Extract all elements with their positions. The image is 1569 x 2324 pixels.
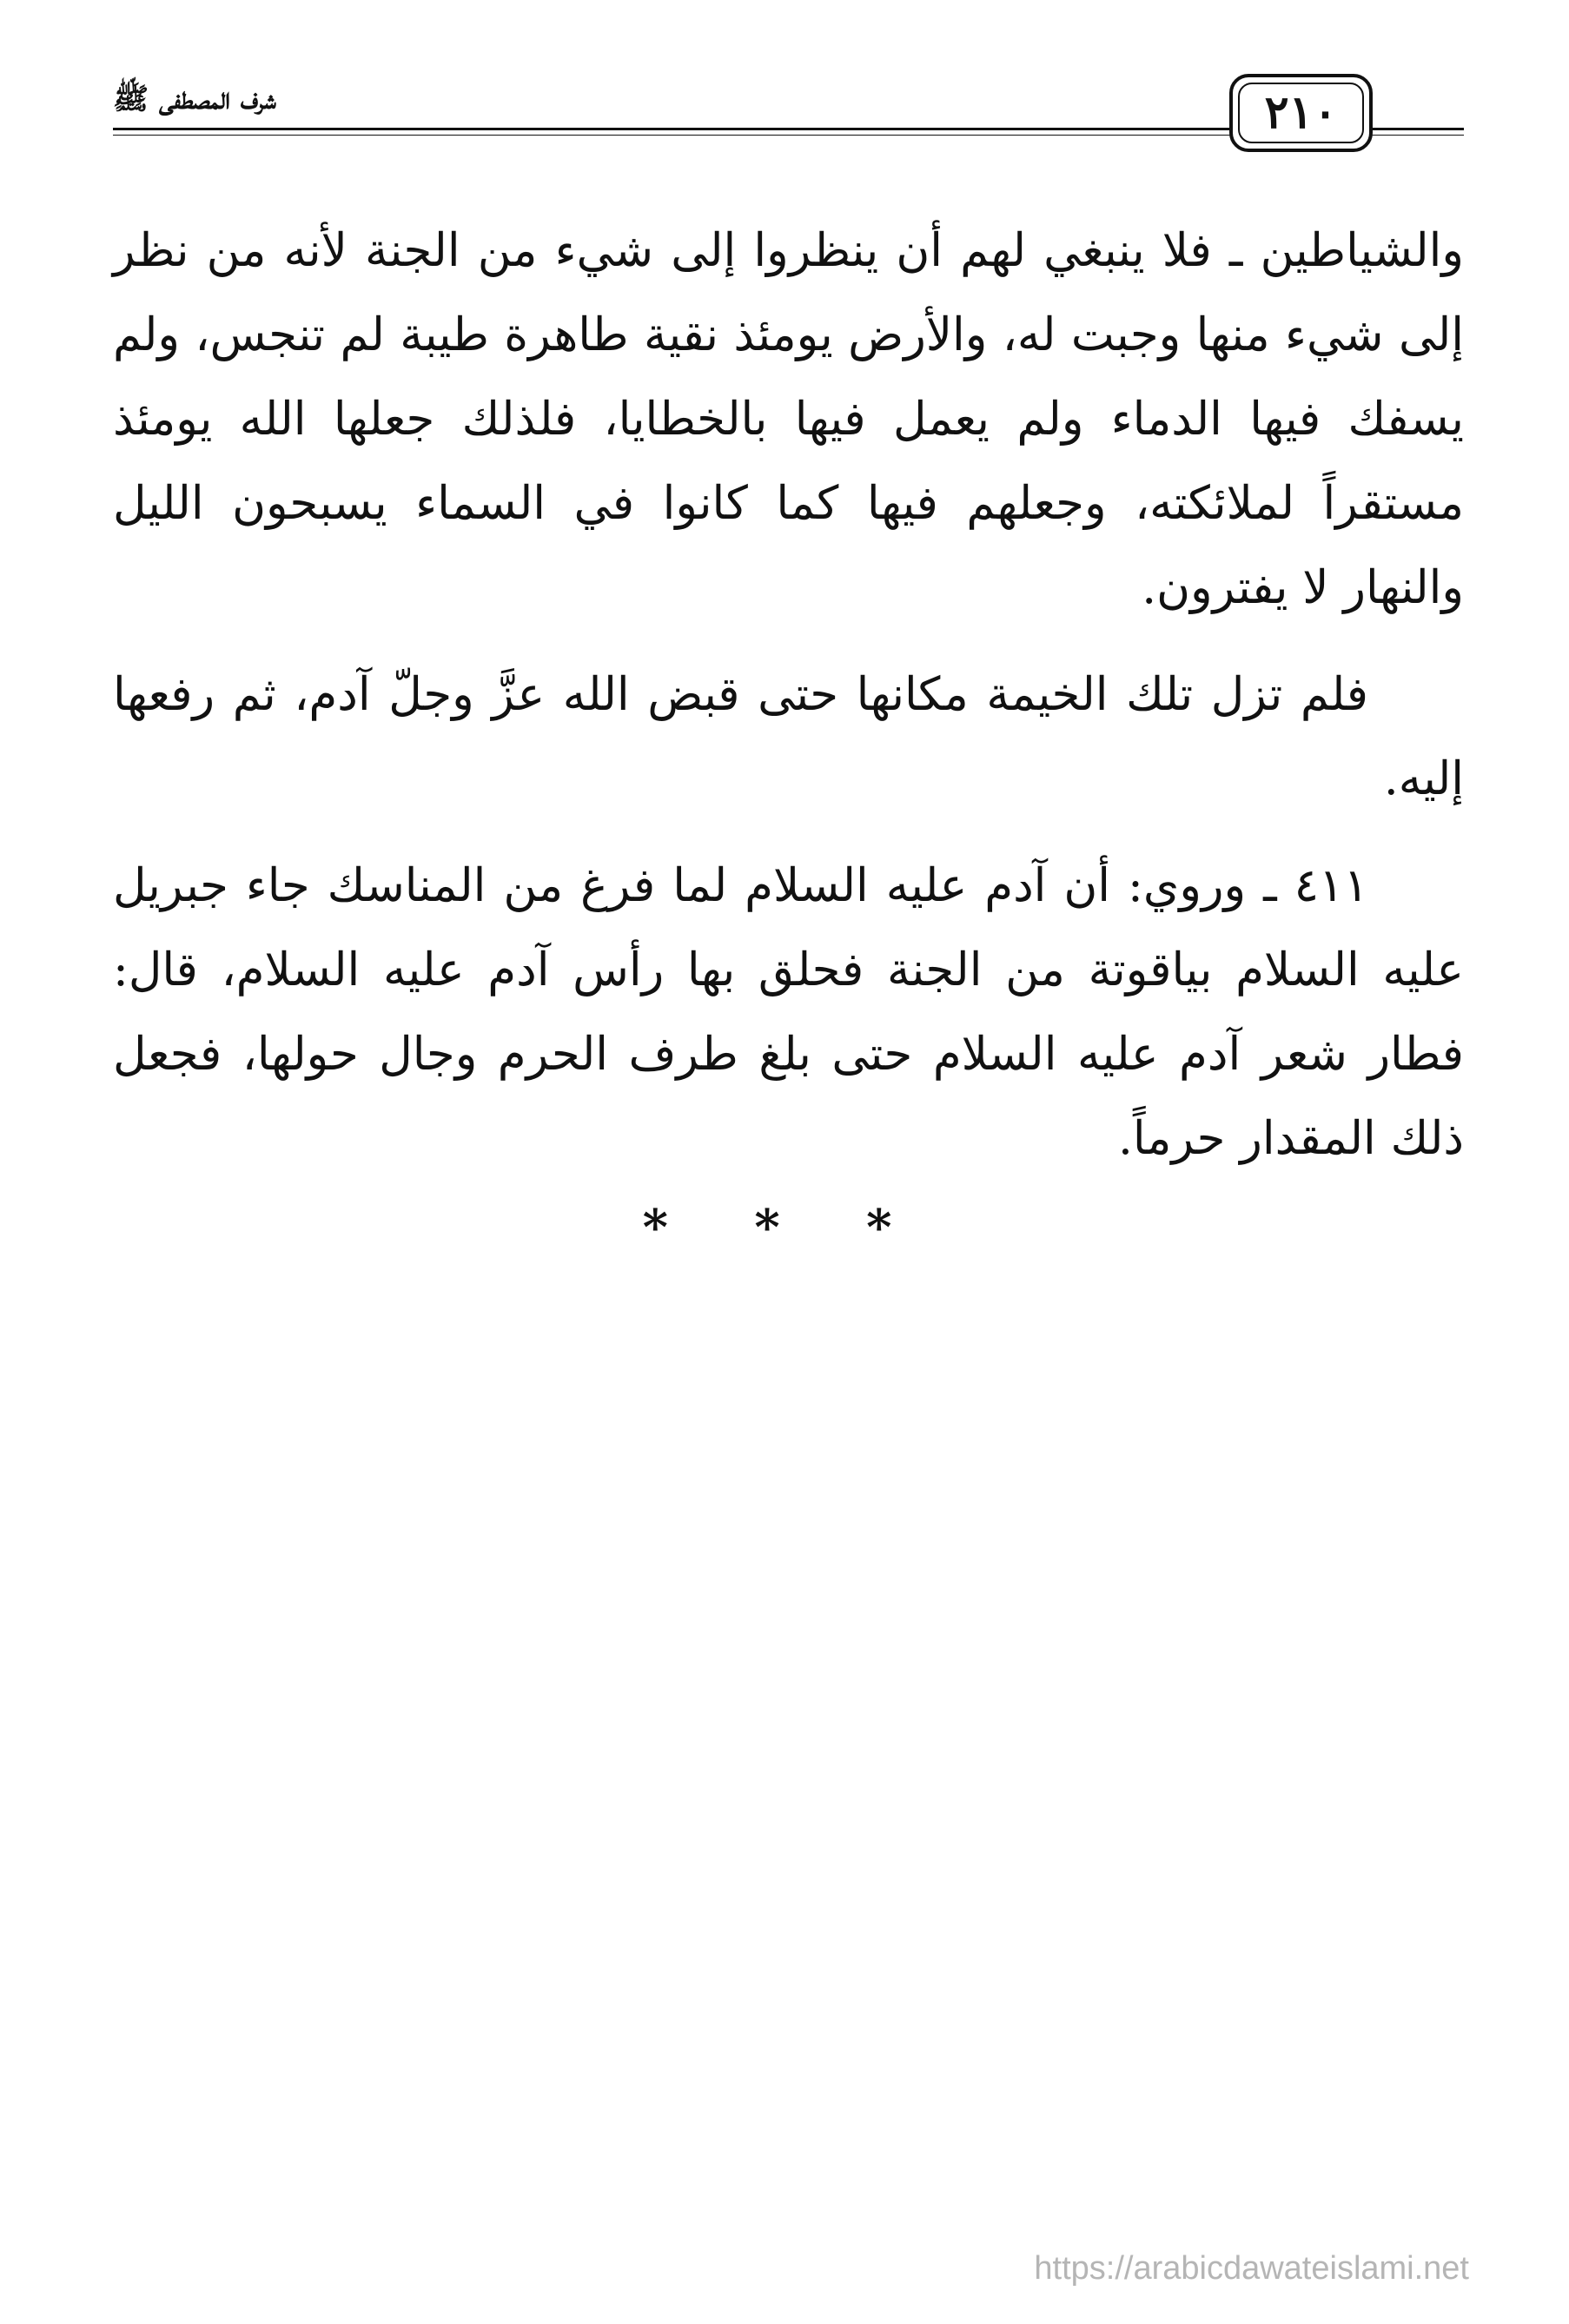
paragraph-hadith-411: ٤١١ ـ وروي: أن آدم عليه السلام لما فرغ من المناسك جاء جبريل عليه السلام بياقوتة من الجنة فحلق بها رأس آدم عليه السلام، قال: فطار شعر آدم عليه السلام حتى بلغ طرف الحرم وجال حولها، فجعل ذلك المقدار حرماً. [113, 859, 1464, 1165]
paragraph-tent: فلم تزل تلك الخيمة مكانها حتى قبض الله عزَّ وجلّ آدم، ثم رفعها إليه. [113, 668, 1464, 805]
section-separator: * * * [642, 1199, 927, 1256]
running-title: شرف المصطفى ﷺ [113, 82, 276, 116]
page-body [113, 209, 1464, 1203]
page-number: ٢١٠ [1238, 83, 1364, 143]
paragraph-continuation: والشياطين ـ فلا ينبغي لهم أن ينظروا إلى شيء من الجنة لأنه من نظر إلى شيء منها وجبت له، والأرض يومئذ نقية طاهرة طيبة لم تنجس، ولم يسفك فيها الدماء ولم يعمل فيها بالخطايا، فلذلك جعلها الله يومئذ مستقراً لملائكته، وجعلهم فيها كما كانوا في السماء يسبحون الليل والنهار لا يفترون. [113, 224, 1464, 614]
page-header [113, 74, 1464, 161]
watermark-url: https://arabicdawateislami.net [1034, 2250, 1469, 2287]
page-number-frame [1229, 74, 1373, 152]
